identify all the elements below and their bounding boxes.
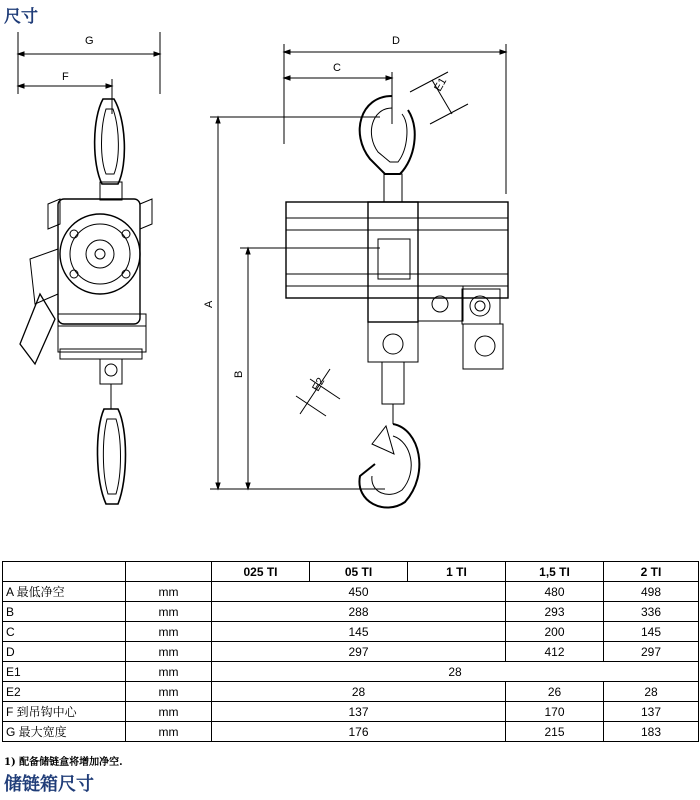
label-A: A — [203, 300, 215, 308]
table-cell: 336 — [604, 602, 699, 622]
table-row — [3, 622, 699, 642]
table-cell: 145 — [212, 622, 506, 642]
row-label: E1 — [3, 662, 126, 682]
label-F: F — [62, 71, 69, 83]
label-E1: E1 — [432, 75, 450, 94]
table-cell: 200 — [506, 622, 604, 642]
table-cell: 137 — [604, 702, 699, 722]
column-header: 05 TI — [310, 562, 408, 582]
table-cell: 28 — [212, 682, 506, 702]
column-header — [3, 562, 126, 582]
table-row — [3, 722, 699, 742]
table-row — [3, 602, 699, 622]
table-cell: 26 — [506, 682, 604, 702]
row-unit: mm — [126, 622, 212, 642]
table-cell: 297 — [212, 642, 506, 662]
table-cell: 137 — [212, 702, 506, 722]
table-cell: 215 — [506, 722, 604, 742]
column-header: 1 TI — [408, 562, 506, 582]
table-cell: 498 — [604, 582, 699, 602]
table-cell: 28 — [604, 682, 699, 702]
label-C: C — [333, 62, 341, 74]
label-E2: E2 — [310, 375, 328, 394]
row-label: F 到吊钩中心 — [3, 702, 126, 722]
footnote: 1) 配备储链盒将增加净空. — [4, 757, 123, 768]
table-body — [3, 582, 699, 742]
row-unit: mm — [126, 602, 212, 622]
column-header: 2 TI — [604, 562, 699, 582]
label-G: G — [85, 35, 94, 47]
row-unit: mm — [126, 642, 212, 662]
column-header: 1,5 TI — [506, 562, 604, 582]
table-cell: 176 — [212, 722, 506, 742]
row-label: C — [3, 622, 126, 642]
row-label: A 最低净空 — [3, 582, 126, 602]
row-unit: mm — [126, 662, 212, 682]
table-row — [3, 582, 699, 602]
label-B: B — [233, 370, 245, 378]
table-row — [3, 702, 699, 722]
table-cell: 183 — [604, 722, 699, 742]
section-title: 储链箱尺寸 — [4, 774, 94, 795]
row-label: D — [3, 642, 126, 662]
table-cell: 293 — [506, 602, 604, 622]
page-title: 尺寸 — [4, 7, 38, 27]
row-label: B — [3, 602, 126, 622]
table-cell: 450 — [212, 582, 506, 602]
column-header — [126, 562, 212, 582]
table-cell: 412 — [506, 642, 604, 662]
row-label: G 最大宽度 — [3, 722, 126, 742]
row-unit: mm — [126, 582, 212, 602]
column-header: 025 TI — [212, 562, 310, 582]
row-label: E2 — [3, 682, 126, 702]
table-cell: 288 — [212, 602, 506, 622]
table-cell: 28 — [212, 662, 699, 682]
row-unit: mm — [126, 702, 212, 722]
table-row — [3, 682, 699, 702]
table-cell: 170 — [506, 702, 604, 722]
table-header-row — [3, 562, 699, 582]
table-cell: 145 — [604, 622, 699, 642]
row-unit: mm — [126, 682, 212, 702]
table-row — [3, 642, 699, 662]
row-unit: mm — [126, 722, 212, 742]
table-row — [3, 662, 699, 682]
dimension-table — [2, 561, 699, 742]
dimension-drawing — [0, 24, 700, 524]
table-cell: 297 — [604, 642, 699, 662]
table-cell: 480 — [506, 582, 604, 602]
label-D: D — [392, 35, 400, 47]
